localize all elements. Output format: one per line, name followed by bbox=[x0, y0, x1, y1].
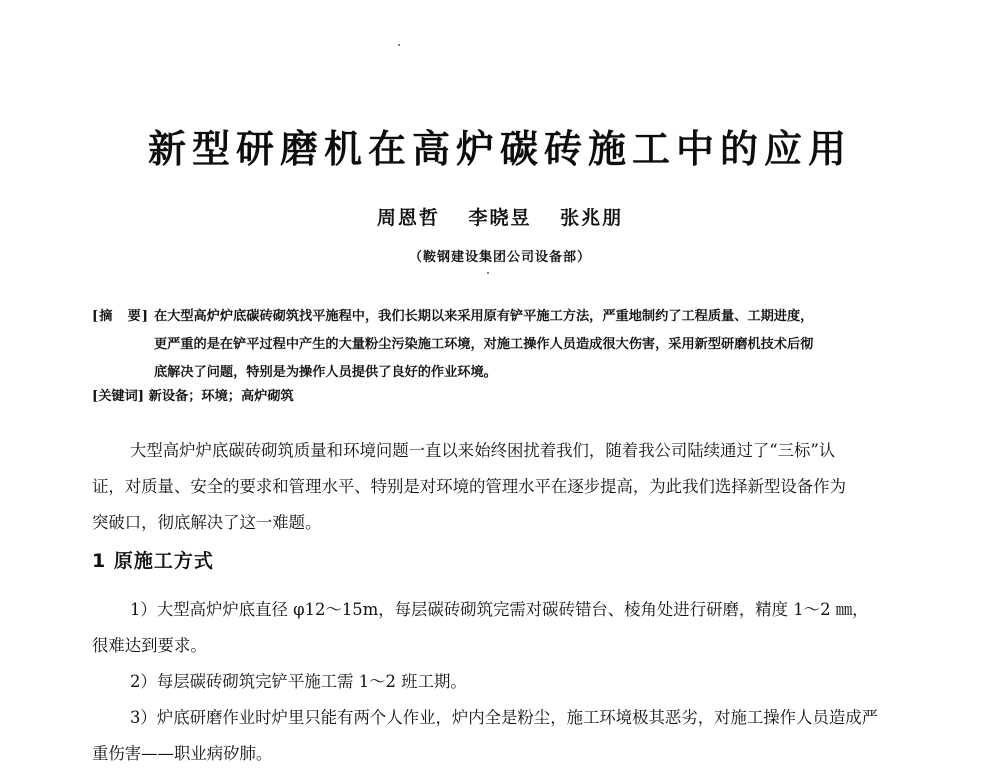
abstract-line: 底解决了问题，特别是为操作人员提供了良好的作业环境。 bbox=[154, 365, 497, 380]
paragraph-line: 大型高炉炉底碳砖砌筑质量和环境问题一直以来始终困扰着我们，随着我公司陆续通过了“三标”认 bbox=[130, 441, 836, 460]
scan-speck bbox=[487, 272, 489, 274]
keywords-label: [关键词] bbox=[92, 389, 145, 404]
author-name: 李晓昱 bbox=[468, 207, 532, 229]
section-item-1 bbox=[92, 592, 922, 664]
section-item-2 bbox=[92, 664, 922, 700]
section-heading: 1 原施工方式 bbox=[92, 550, 214, 572]
abstract-line: 在大型高炉炉底碳砖砌筑找平施程中，我们长期以来采用原有铲平施工方法，严重地制约了工程质量、工期进度， bbox=[154, 309, 814, 324]
author-name: 周恩哲 bbox=[376, 207, 440, 229]
abstract-body bbox=[154, 303, 922, 387]
abstract-line: 更严重的是在铲平过程中产生的大量粉尘污染施工环境，对施工操作人员造成很大伤害，采用新型研磨机技术后彻 bbox=[154, 337, 814, 352]
paragraph-line: 很难达到要求。 bbox=[92, 636, 207, 655]
paragraph-line: 2）每层碳砖砌筑完铲平施工需 1～2 班工期。 bbox=[130, 672, 467, 691]
author-list bbox=[0, 203, 1000, 230]
paragraph-line: 重伤害——职业病矽肺。 bbox=[92, 744, 273, 763]
paragraph-line: 突破口，彻底解决了这一难题。 bbox=[92, 513, 322, 532]
affiliation: （鞍钢建设集团公司设备部） bbox=[408, 250, 591, 265]
intro-paragraph bbox=[92, 433, 922, 541]
section-item-3 bbox=[92, 700, 922, 772]
paragraph-line: 3）炉底研磨作业时炉里只能有两个人作业，炉内全是粉尘，施工环境极其恶劣，对施工操作人员造成严 bbox=[130, 708, 879, 727]
author-name: 张兆朋 bbox=[560, 207, 624, 229]
paragraph-line: 1）大型高炉炉底直径 φ12～15m，每层碳砖砌筑完需对碳砖错台、棱角处进行研磨，精度 1～2 ㎜， bbox=[130, 600, 869, 619]
paper-title: 新型研磨机在高炉碳砖施工中的应用 bbox=[147, 127, 852, 171]
keywords-text: 新设备；环境；高炉砌筑 bbox=[148, 389, 294, 404]
abstract-label: [摘 要] bbox=[92, 309, 150, 324]
abstract-block bbox=[92, 303, 922, 387]
paragraph-line: 证，对质量、安全的要求和管理水平、特别是对环境的管理水平在逐步提高，为此我们选择新型设备作为 bbox=[92, 477, 846, 496]
keywords-block bbox=[92, 385, 294, 409]
scan-speck bbox=[398, 44, 400, 46]
